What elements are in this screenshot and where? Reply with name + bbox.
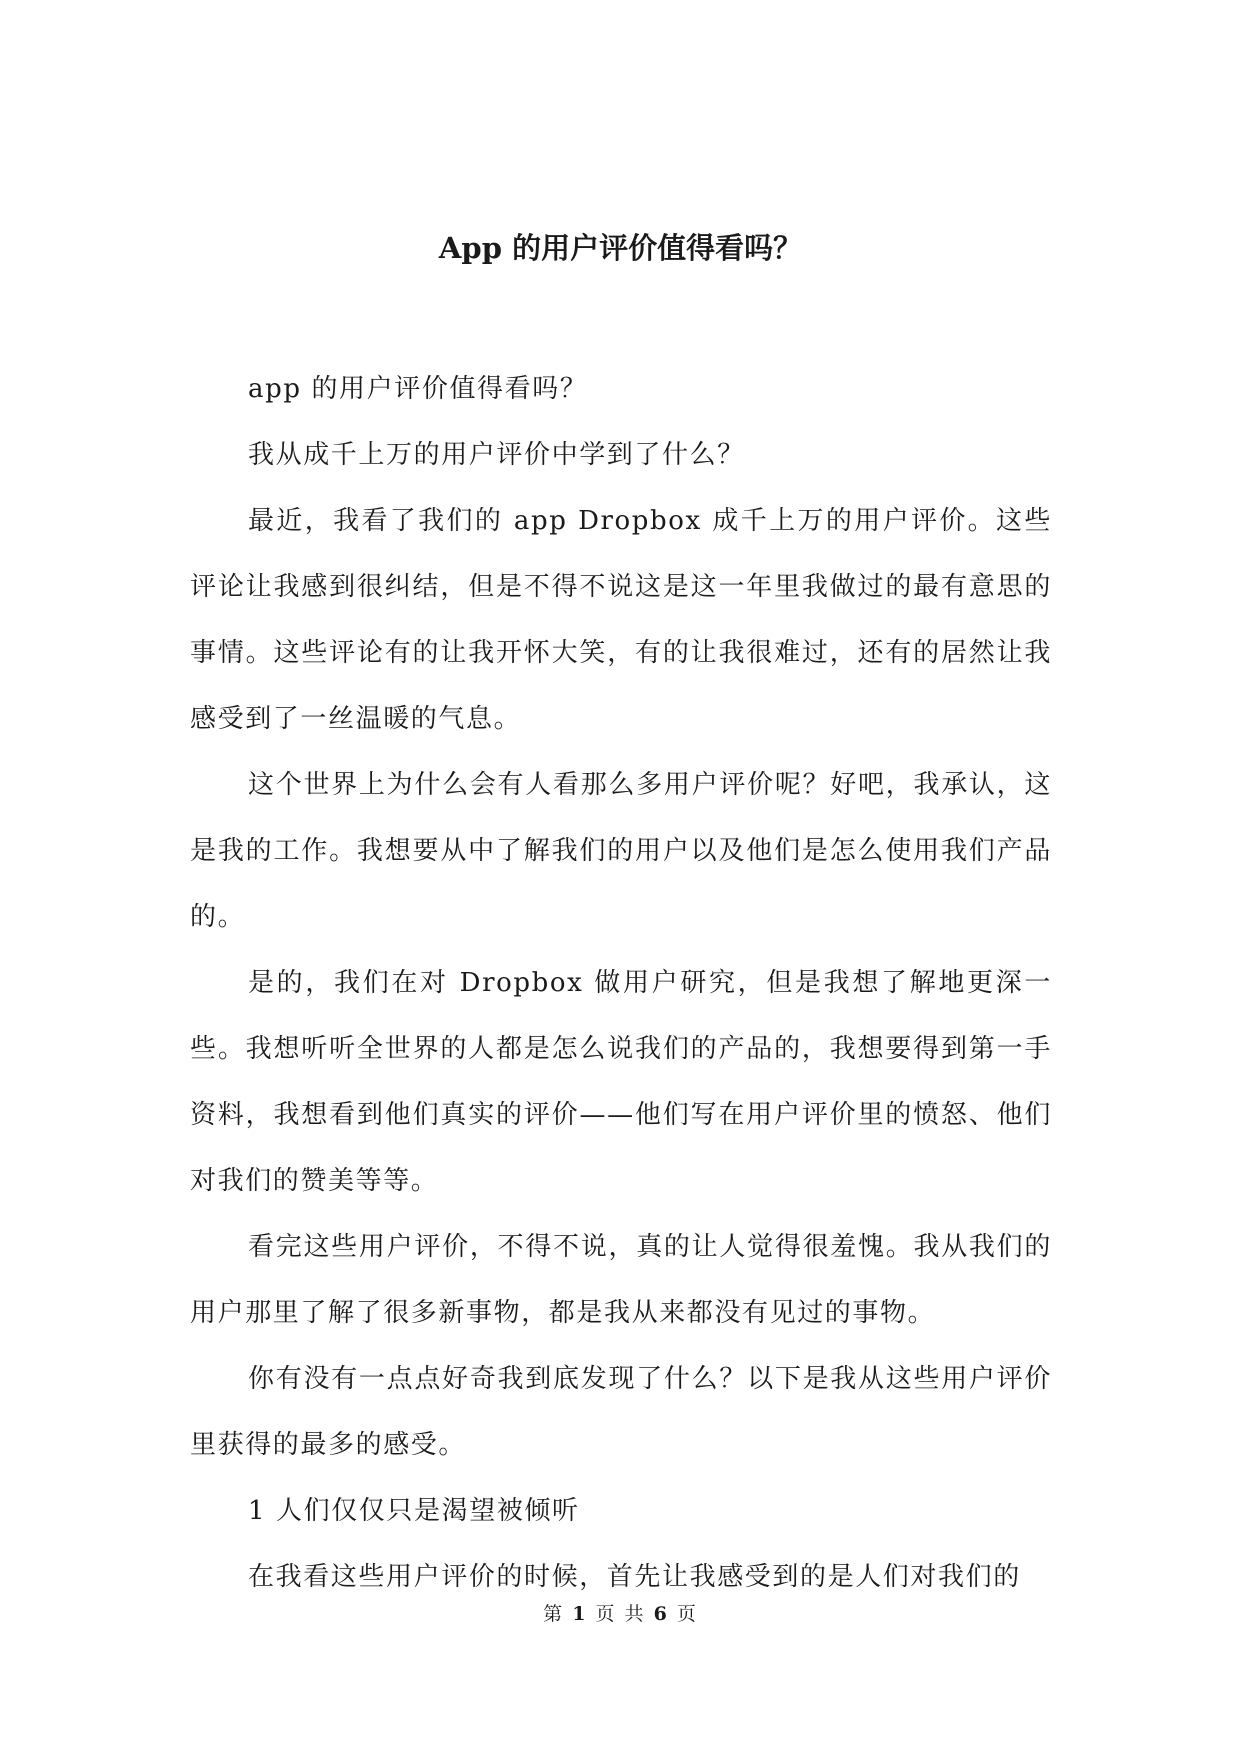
footer-prefix: 第 (543, 1603, 565, 1625)
page-footer (0, 1600, 1241, 1628)
footer-total-pages: 6 (653, 1603, 669, 1625)
paragraph-recent-reviews: 最近，我看了我们的 app Dropbox 成千上万的用户评价。这些评论让我感到很纠结，但是不得不说这是这一年里我做过的最有意思的事情。这些评论有的让我开怀大笑，有的让我很难过，还有的居然让我感受到了一丝温暖的气息。 (190, 506, 1052, 734)
paragraph-intro-question: app 的用户评价值得看吗？ (248, 374, 588, 404)
document-body (190, 356, 1052, 1610)
footer-middle: 页 共 (595, 1603, 646, 1625)
paragraph-user-research: 是的，我们在对 Dropbox 做用户研究，但是我想了解地更深一些。我想听听全世界的人都是怎么说我们的产品的，我想要得到第一手资料，我想看到他们真实的评价——他们写在用户评价里的愤怒、他们对我们的赞美等等。 (190, 968, 1052, 1196)
section-heading-1: 1 人们仅仅只是渴望被倾听 (248, 1496, 580, 1526)
paragraph-subtitle-question: 我从成千上万的用户评价中学到了什么？ (248, 440, 745, 470)
paragraph-why-read: 这个世界上为什么会有人看那么多用户评价呢？好吧，我承认，这是我的工作。我想要从中了解我们的用户以及他们是怎么使用我们产品的。 (190, 770, 1052, 932)
footer-current-page: 1 (572, 1603, 588, 1625)
paragraph-curious: 你有没有一点点好奇我到底发现了什么？以下是我从这些用户评价里获得的最多的感受。 (190, 1364, 1052, 1460)
paragraph-ashamed: 看完这些用户评价，不得不说，真的让人觉得很羞愧。我从我们的用户那里了解了很多新事物，都是我从来都没有见过的事物。 (190, 1232, 1052, 1328)
footer-suffix: 页 (676, 1603, 698, 1625)
document-title: App 的用户评价值得看吗？ (438, 231, 803, 265)
paragraph-first-feeling: 在我看这些用户评价的时候，首先让我感受到的是人们对我们的 (248, 1562, 1021, 1592)
